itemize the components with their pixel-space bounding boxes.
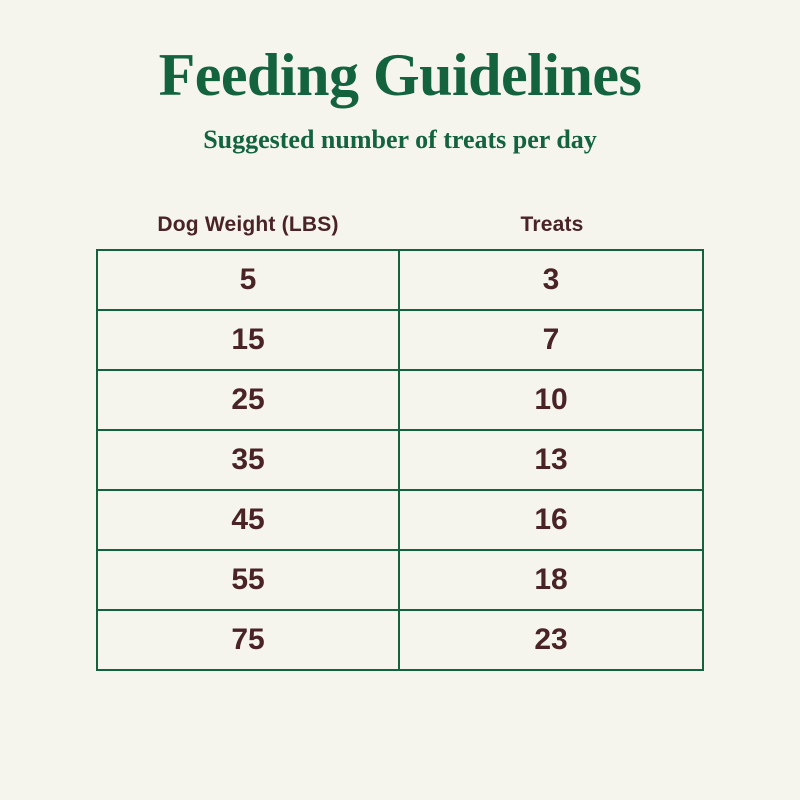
table-row bbox=[98, 491, 702, 551]
cell-dog-weight: 35 bbox=[98, 431, 400, 489]
cell-treats: 18 bbox=[534, 563, 568, 596]
cell-dog-weight: 25 bbox=[98, 371, 400, 429]
table-row bbox=[98, 611, 702, 671]
table-header-row bbox=[96, 213, 704, 249]
cell-treats: 23 bbox=[534, 623, 568, 656]
cell-dog-weight: 15 bbox=[98, 311, 400, 369]
cell-dog-weight: 75 bbox=[98, 611, 400, 669]
cell-dog-weight: 55 bbox=[98, 551, 400, 609]
feeding-table bbox=[96, 213, 704, 671]
column-header-dog-weight: Dog Weight (LBS) bbox=[157, 213, 339, 236]
cell-treats: 3 bbox=[542, 263, 560, 296]
cell-treats: 7 bbox=[542, 323, 560, 356]
cell-treats: 13 bbox=[534, 443, 568, 476]
cell-dog-weight: 5 bbox=[98, 251, 400, 309]
table-body bbox=[96, 249, 704, 671]
table-row bbox=[98, 251, 702, 311]
cell-treats: 10 bbox=[534, 383, 568, 416]
table-row bbox=[98, 551, 702, 611]
table-row bbox=[98, 431, 702, 491]
cell-treats: 16 bbox=[534, 503, 568, 536]
page-title: Feeding Guidelines bbox=[158, 42, 642, 108]
table-row bbox=[98, 371, 702, 431]
table-row bbox=[98, 311, 702, 371]
column-header-treats: Treats bbox=[520, 213, 584, 236]
page-subtitle: Suggested number of treats per day bbox=[203, 125, 597, 154]
cell-dog-weight: 45 bbox=[98, 491, 400, 549]
